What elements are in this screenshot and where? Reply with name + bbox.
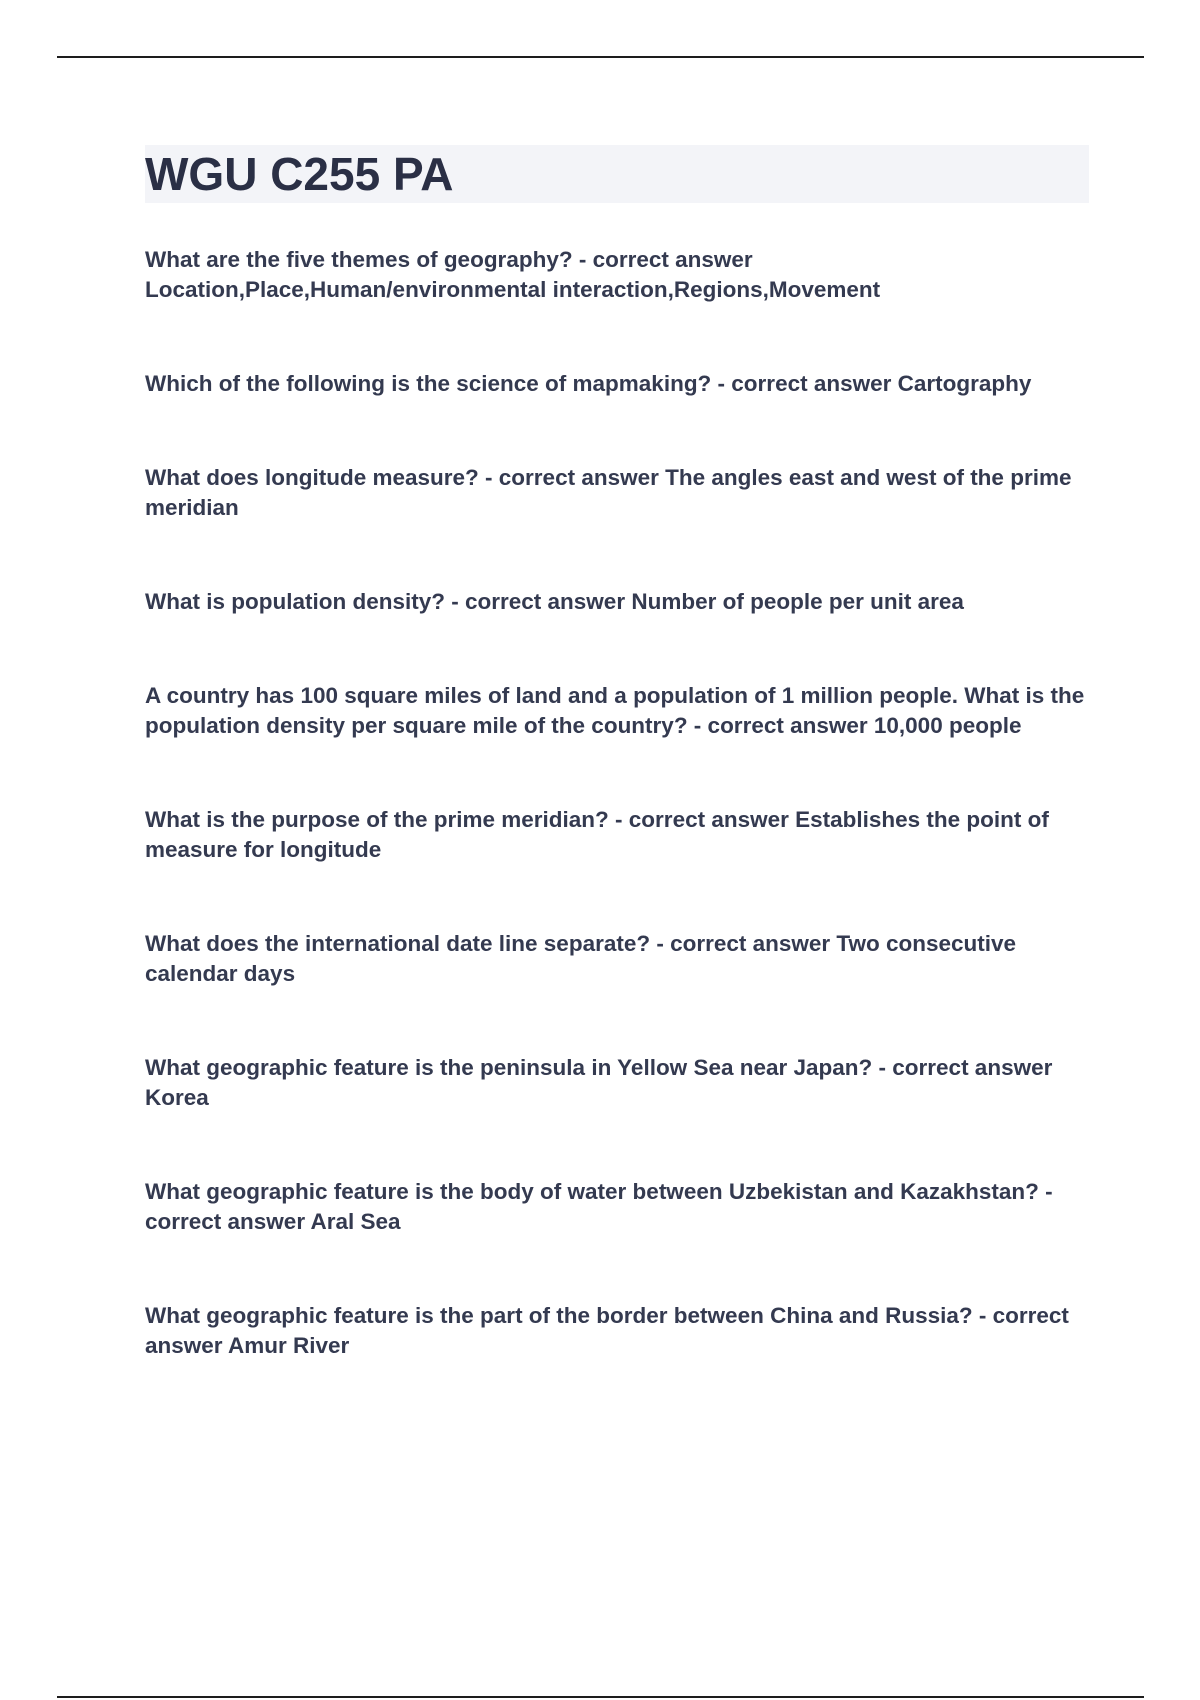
qa-item-2: Which of the following is the science of mapmaking? - correct answer Cartography [145, 371, 1032, 396]
top-rule [57, 56, 1144, 58]
bottom-rule [57, 1696, 1144, 1698]
qa-item-1: What are the five themes of geography? - correct answer Location,Place,Human/environmental interaction,Regions,Movement [145, 247, 881, 302]
qa-list [145, 245, 1095, 1425]
qa-item-10: What geographic feature is the part of the border between China and Russia? - correct answer Amur River [145, 1303, 1069, 1358]
document-title: WGU C255 PA [145, 148, 454, 200]
qa-item-9: What geographic feature is the body of water between Uzbekistan and Kazakhstan? - correct answer Aral Sea [145, 1179, 1053, 1234]
qa-item-6: What is the purpose of the prime meridian? - correct answer Establishes the point of measure for longitude [145, 807, 1049, 862]
qa-item-3: What does longitude measure? - correct answer The angles east and west of the prime meridian [145, 465, 1072, 520]
qa-item-8: What geographic feature is the peninsula in Yellow Sea near Japan? - correct answer Korea [145, 1055, 1053, 1110]
qa-item-7: What does the international date line separate? - correct answer Two consecutive calendar days [145, 931, 1017, 986]
qa-item-5: A country has 100 square miles of land and a population of 1 million people. What is the population density per square mile of the country? - correct answer 10,000 people [145, 683, 1085, 738]
qa-item-4: What is population density? - correct answer Number of people per unit area [145, 589, 964, 614]
